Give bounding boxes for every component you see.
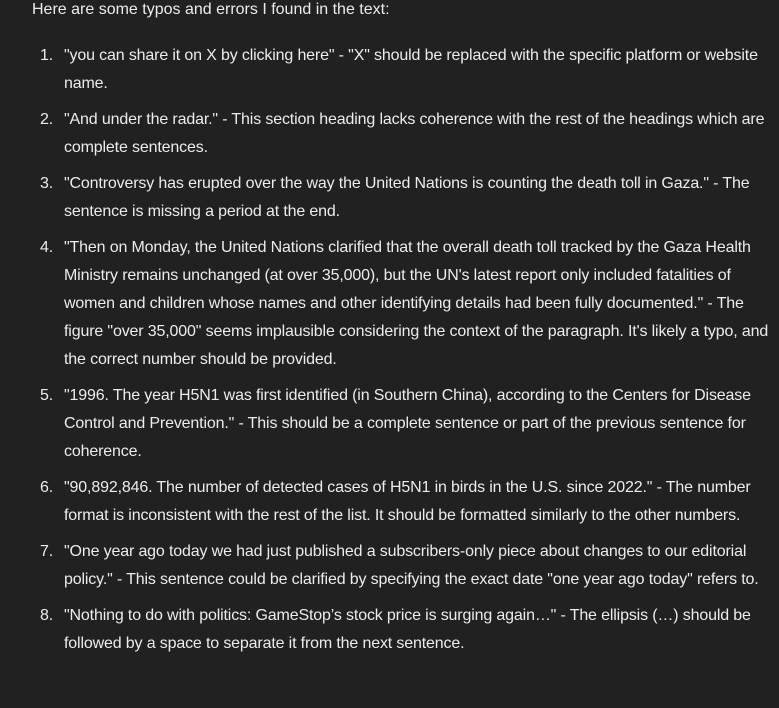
list-item: [32, 538, 769, 594]
list-item-text: "Then on Monday, the United Nations clarified that the overall death toll tracked by the Gaza Health Ministry remains unchanged (at over 35,000), but the UN's latest report only included fatalities of women and children whose names and other identifying details had been fully documented." - The figure "over 35,000" seems implausible considering the context of the paragraph. It's likely a typo, and the correct number should be provided.: [64, 239, 769, 368]
list-item: [32, 234, 769, 374]
list-item-number: 2.: [40, 111, 54, 128]
list-item-text: "1996. The year H5N1 was first identified (in Southern China), according to the Centers for Disease Control and Prevention." - This should be a complete sentence or part of the previous sentence for coherence.: [64, 387, 751, 460]
list-item: [32, 382, 769, 466]
list-item-number: 6.: [40, 479, 54, 496]
list-item-number: 7.: [40, 543, 54, 560]
intro-text: Here are some typos and errors I found in the text:: [32, 1, 390, 18]
typo-list: [32, 42, 769, 658]
list-item: [32, 106, 769, 162]
list-item-text: "Nothing to do with politics: GameStop’s stock price is surging again…" - The ellipsis (…) should be followed by a space to separate it from the next sentence.: [64, 607, 751, 652]
list-item-text: "90,892,846. The number of detected cases of H5N1 in birds in the U.S. since 2022." - The number format is inconsistent with the rest of the list. It should be formatted similarly to the other numbers.: [64, 479, 751, 524]
list-item-number: 1.: [40, 47, 54, 64]
list-item: [32, 474, 769, 530]
list-item: [32, 602, 769, 658]
list-item-text: "Controversy has erupted over the way the United Nations is counting the death toll in Gaza." - The sentence is missing a period at the end.: [64, 175, 750, 220]
list-item-number: 8.: [40, 607, 54, 624]
list-item-number: 5.: [40, 387, 54, 404]
list-item-text: "One year ago today we had just published a subscribers-only piece about changes to our editorial policy." - This sentence could be clarified by specifying the exact date "one year ago today" refers to.: [64, 543, 759, 588]
list-item: [32, 42, 769, 98]
list-item-text: "And under the radar." - This section heading lacks coherence with the rest of the headings which are complete sentences.: [64, 111, 765, 156]
list-item: [32, 170, 769, 226]
list-item-number: 4.: [40, 239, 54, 256]
list-item-text: "you can share it on X by clicking here" - "X" should be replaced with the specific platform or website name.: [64, 47, 758, 92]
list-item-number: 3.: [40, 175, 54, 192]
